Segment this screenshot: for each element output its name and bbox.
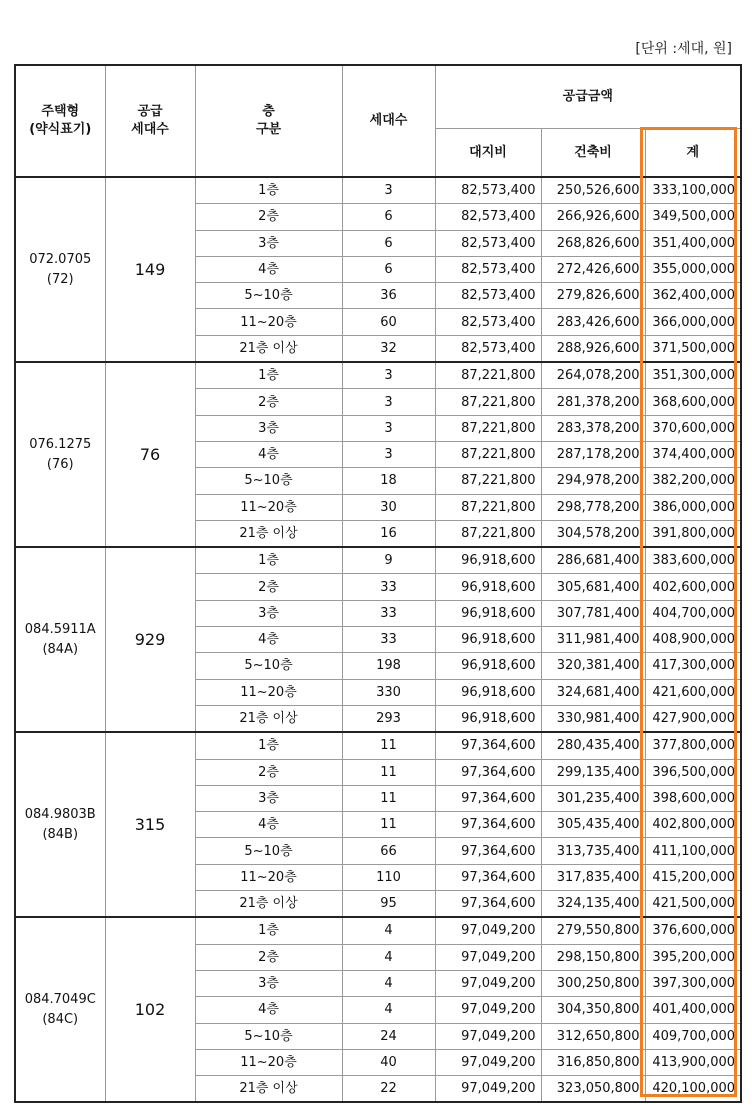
land-cost-cell: 96,918,600 — [435, 547, 541, 574]
floor-cell: 11~20층 — [195, 309, 342, 335]
households-cell: 40 — [342, 1049, 435, 1075]
header-land: 대지비 — [435, 129, 541, 178]
households-cell: 32 — [342, 335, 435, 362]
floor-cell: 21층 이상 — [195, 1076, 342, 1103]
unit-type-cell — [15, 362, 105, 547]
households-cell: 6 — [342, 204, 435, 230]
households-cell: 66 — [342, 838, 435, 864]
table-row — [15, 732, 741, 759]
households-cell: 3 — [342, 389, 435, 415]
land-cost-cell: 82,573,400 — [435, 256, 541, 282]
land-cost-cell: 97,049,200 — [435, 1023, 541, 1049]
floor-cell: 4층 — [195, 812, 342, 838]
households-cell: 33 — [342, 627, 435, 653]
total-cost-cell: 362,400,000 — [645, 283, 741, 309]
total-cost-cell: 397,300,000 — [645, 970, 741, 996]
floor-cell: 5~10층 — [195, 1023, 342, 1049]
land-cost-cell: 97,364,600 — [435, 891, 541, 918]
supply-count-cell: 102 — [105, 917, 195, 1102]
households-cell: 33 — [342, 600, 435, 626]
total-cost-cell: 382,200,000 — [645, 468, 741, 494]
unit-type-abbr: (84A) — [42, 641, 79, 657]
building-cost-cell: 288,926,600 — [541, 335, 645, 362]
header-type-label: 주택형 — [41, 104, 80, 119]
total-cost-cell: 355,000,000 — [645, 256, 741, 282]
households-cell: 4 — [342, 970, 435, 996]
households-cell: 95 — [342, 891, 435, 918]
households-cell: 330 — [342, 679, 435, 705]
households-cell: 11 — [342, 812, 435, 838]
land-cost-cell: 97,049,200 — [435, 997, 541, 1023]
floor-cell: 2층 — [195, 944, 342, 970]
households-cell: 6 — [342, 256, 435, 282]
land-cost-cell: 97,049,200 — [435, 944, 541, 970]
building-cost-cell: 312,650,800 — [541, 1023, 645, 1049]
land-cost-cell: 82,573,400 — [435, 204, 541, 230]
building-cost-cell: 304,578,200 — [541, 520, 645, 547]
floor-cell: 3층 — [195, 230, 342, 256]
building-cost-cell: 286,681,400 — [541, 547, 645, 574]
land-cost-cell: 97,364,600 — [435, 732, 541, 759]
land-cost-cell: 96,918,600 — [435, 705, 541, 732]
unit-type-cell — [15, 732, 105, 917]
households-cell: 30 — [342, 494, 435, 520]
total-cost-cell: 402,800,000 — [645, 812, 741, 838]
households-cell: 11 — [342, 732, 435, 759]
floor-cell: 1층 — [195, 547, 342, 574]
land-cost-cell: 96,918,600 — [435, 600, 541, 626]
floor-cell: 2층 — [195, 759, 342, 785]
land-cost-cell: 87,221,800 — [435, 494, 541, 520]
total-cost-cell: 415,200,000 — [645, 864, 741, 890]
total-cost-cell: 374,400,000 — [645, 441, 741, 467]
total-cost-cell: 370,600,000 — [645, 415, 741, 441]
total-cost-cell: 401,400,000 — [645, 997, 741, 1023]
households-cell: 33 — [342, 574, 435, 600]
land-cost-cell: 96,918,600 — [435, 574, 541, 600]
land-cost-cell: 96,918,600 — [435, 679, 541, 705]
table-row — [15, 917, 741, 944]
building-cost-cell: 324,681,400 — [541, 679, 645, 705]
header-type-sub: (약식표기) — [29, 122, 92, 137]
building-cost-cell: 279,826,600 — [541, 283, 645, 309]
land-cost-cell: 97,049,200 — [435, 917, 541, 944]
land-cost-cell: 87,221,800 — [435, 441, 541, 467]
total-cost-cell: 333,100,000 — [645, 177, 741, 204]
land-cost-cell: 97,049,200 — [435, 1076, 541, 1103]
total-cost-cell: 409,700,000 — [645, 1023, 741, 1049]
total-cost-cell: 395,200,000 — [645, 944, 741, 970]
total-cost-cell: 413,900,000 — [645, 1049, 741, 1075]
land-cost-cell: 97,364,600 — [435, 838, 541, 864]
total-cost-cell: 351,400,000 — [645, 230, 741, 256]
building-cost-cell: 305,435,400 — [541, 812, 645, 838]
total-cost-cell: 411,100,000 — [645, 838, 741, 864]
floor-cell: 11~20층 — [195, 1049, 342, 1075]
header-supply-sub: 세대수 — [131, 122, 169, 137]
total-cost-cell: 417,300,000 — [645, 653, 741, 679]
building-cost-cell: 280,435,400 — [541, 732, 645, 759]
floor-cell: 1층 — [195, 362, 342, 389]
land-cost-cell: 97,364,600 — [435, 759, 541, 785]
total-cost-cell: 351,300,000 — [645, 362, 741, 389]
unit-note: [단위 :세대, 원] — [635, 41, 732, 57]
building-cost-cell: 324,135,400 — [541, 891, 645, 918]
land-cost-cell: 96,918,600 — [435, 627, 541, 653]
building-cost-cell: 294,978,200 — [541, 468, 645, 494]
supply-count-cell: 76 — [105, 362, 195, 547]
households-cell: 293 — [342, 705, 435, 732]
floor-cell: 1층 — [195, 917, 342, 944]
building-cost-cell: 330,981,400 — [541, 705, 645, 732]
header-floor-label: 층 — [262, 104, 275, 119]
total-cost-cell: 408,900,000 — [645, 627, 741, 653]
header-supply — [105, 65, 195, 177]
floor-cell: 5~10층 — [195, 468, 342, 494]
floor-cell: 21층 이상 — [195, 891, 342, 918]
unit-type-code: 084.7049C — [24, 991, 96, 1007]
floor-cell: 5~10층 — [195, 283, 342, 309]
households-cell: 4 — [342, 944, 435, 970]
land-cost-cell: 97,364,600 — [435, 785, 541, 811]
unit-type-cell — [15, 917, 105, 1102]
households-cell: 24 — [342, 1023, 435, 1049]
households-cell: 11 — [342, 785, 435, 811]
total-cost-cell: 404,700,000 — [645, 600, 741, 626]
header-building: 건축비 — [541, 129, 645, 178]
building-cost-cell: 266,926,600 — [541, 204, 645, 230]
header-type — [15, 65, 105, 177]
total-cost-cell: 377,800,000 — [645, 732, 741, 759]
unit-type-code: 076.1275 — [29, 436, 92, 452]
land-cost-cell: 97,364,600 — [435, 812, 541, 838]
land-cost-cell: 96,918,600 — [435, 653, 541, 679]
households-cell: 22 — [342, 1076, 435, 1103]
land-cost-cell: 82,573,400 — [435, 230, 541, 256]
total-cost-cell: 371,500,000 — [645, 335, 741, 362]
building-cost-cell: 323,050,800 — [541, 1076, 645, 1103]
table-row — [15, 547, 741, 574]
table-body — [15, 177, 741, 1102]
households-cell: 3 — [342, 441, 435, 467]
total-cost-cell: 383,600,000 — [645, 547, 741, 574]
building-cost-cell: 300,250,800 — [541, 970, 645, 996]
land-cost-cell: 82,573,400 — [435, 309, 541, 335]
header-total: 계 — [645, 129, 741, 178]
floor-cell: 3층 — [195, 600, 342, 626]
floor-cell: 4층 — [195, 441, 342, 467]
land-cost-cell: 97,049,200 — [435, 1049, 541, 1075]
total-cost-cell: 366,000,000 — [645, 309, 741, 335]
land-cost-cell: 87,221,800 — [435, 415, 541, 441]
unit-type-cell — [15, 547, 105, 732]
households-cell: 4 — [342, 917, 435, 944]
households-cell: 3 — [342, 362, 435, 389]
building-cost-cell: 307,781,400 — [541, 600, 645, 626]
total-cost-cell: 349,500,000 — [645, 204, 741, 230]
floor-cell: 5~10층 — [195, 838, 342, 864]
floor-cell: 1층 — [195, 732, 342, 759]
floor-cell: 4층 — [195, 997, 342, 1023]
floor-cell: 11~20층 — [195, 864, 342, 890]
building-cost-cell: 283,378,200 — [541, 415, 645, 441]
building-cost-cell: 279,550,800 — [541, 917, 645, 944]
building-cost-cell: 316,850,800 — [541, 1049, 645, 1075]
households-cell: 198 — [342, 653, 435, 679]
total-cost-cell: 402,600,000 — [645, 574, 741, 600]
building-cost-cell: 281,378,200 — [541, 389, 645, 415]
floor-cell: 4층 — [195, 256, 342, 282]
land-cost-cell: 82,573,400 — [435, 177, 541, 204]
floor-cell: 3층 — [195, 785, 342, 811]
building-cost-cell: 305,681,400 — [541, 574, 645, 600]
land-cost-cell: 97,049,200 — [435, 970, 541, 996]
building-cost-cell: 268,826,600 — [541, 230, 645, 256]
header-floor-sub: 구분 — [255, 122, 282, 137]
floor-cell: 2층 — [195, 204, 342, 230]
building-cost-cell: 264,078,200 — [541, 362, 645, 389]
header-floor — [195, 65, 342, 177]
building-cost-cell: 317,835,400 — [541, 864, 645, 890]
supply-count-cell: 929 — [105, 547, 195, 732]
floor-cell: 5~10층 — [195, 653, 342, 679]
unit-type-cell — [15, 177, 105, 362]
households-cell: 110 — [342, 864, 435, 890]
households-cell: 36 — [342, 283, 435, 309]
building-cost-cell: 299,135,400 — [541, 759, 645, 785]
households-cell: 60 — [342, 309, 435, 335]
building-cost-cell: 287,178,200 — [541, 441, 645, 467]
households-cell: 9 — [342, 547, 435, 574]
households-cell: 11 — [342, 759, 435, 785]
total-cost-cell: 396,500,000 — [645, 759, 741, 785]
building-cost-cell: 283,426,600 — [541, 309, 645, 335]
total-cost-cell: 376,600,000 — [645, 917, 741, 944]
building-cost-cell: 272,426,600 — [541, 256, 645, 282]
unit-type-abbr: (84B) — [42, 826, 79, 842]
total-cost-cell: 391,800,000 — [645, 520, 741, 547]
land-cost-cell: 87,221,800 — [435, 468, 541, 494]
households-cell: 18 — [342, 468, 435, 494]
total-cost-cell: 398,600,000 — [645, 785, 741, 811]
floor-cell: 11~20층 — [195, 679, 342, 705]
building-cost-cell: 311,981,400 — [541, 627, 645, 653]
households-cell: 6 — [342, 230, 435, 256]
floor-cell: 21층 이상 — [195, 705, 342, 732]
households-cell: 3 — [342, 177, 435, 204]
floor-cell: 2층 — [195, 389, 342, 415]
table-row — [15, 177, 741, 204]
floor-cell: 3층 — [195, 970, 342, 996]
building-cost-cell: 304,350,800 — [541, 997, 645, 1023]
unit-type-code: 072.0705 — [29, 251, 92, 267]
land-cost-cell: 87,221,800 — [435, 362, 541, 389]
building-cost-cell: 250,526,600 — [541, 177, 645, 204]
total-cost-cell: 386,000,000 — [645, 494, 741, 520]
floor-cell: 1층 — [195, 177, 342, 204]
header-amount: 공급금액 — [435, 65, 741, 129]
unit-type-abbr: (72) — [46, 271, 74, 287]
supply-count-cell: 315 — [105, 732, 195, 917]
total-cost-cell: 421,600,000 — [645, 679, 741, 705]
header-households: 세대수 — [342, 65, 435, 177]
land-cost-cell: 87,221,800 — [435, 520, 541, 547]
floor-cell: 21층 이상 — [195, 520, 342, 547]
households-cell: 4 — [342, 997, 435, 1023]
unit-type-abbr: (84C) — [42, 1011, 79, 1027]
land-cost-cell: 82,573,400 — [435, 283, 541, 309]
building-cost-cell: 298,778,200 — [541, 494, 645, 520]
land-cost-cell: 82,573,400 — [435, 335, 541, 362]
total-cost-cell: 427,900,000 — [645, 705, 741, 732]
floor-cell: 4층 — [195, 627, 342, 653]
supply-count-cell: 149 — [105, 177, 195, 362]
supply-price-table — [14, 64, 742, 1103]
floor-cell: 11~20층 — [195, 494, 342, 520]
building-cost-cell: 301,235,400 — [541, 785, 645, 811]
households-cell: 3 — [342, 415, 435, 441]
header-supply-label: 공급 — [137, 104, 163, 119]
table-row — [15, 362, 741, 389]
total-cost-cell: 368,600,000 — [645, 389, 741, 415]
unit-type-abbr: (76) — [46, 456, 74, 472]
land-cost-cell: 87,221,800 — [435, 389, 541, 415]
building-cost-cell: 313,735,400 — [541, 838, 645, 864]
building-cost-cell: 298,150,800 — [541, 944, 645, 970]
floor-cell: 21층 이상 — [195, 335, 342, 362]
unit-type-code: 084.5911A — [24, 621, 96, 637]
households-cell: 16 — [342, 520, 435, 547]
floor-cell: 3층 — [195, 415, 342, 441]
unit-type-code: 084.9803B — [24, 806, 96, 822]
floor-cell: 2층 — [195, 574, 342, 600]
total-cost-cell: 421,500,000 — [645, 891, 741, 918]
total-cost-cell: 420,100,000 — [645, 1076, 741, 1103]
land-cost-cell: 97,364,600 — [435, 864, 541, 890]
building-cost-cell: 320,381,400 — [541, 653, 645, 679]
